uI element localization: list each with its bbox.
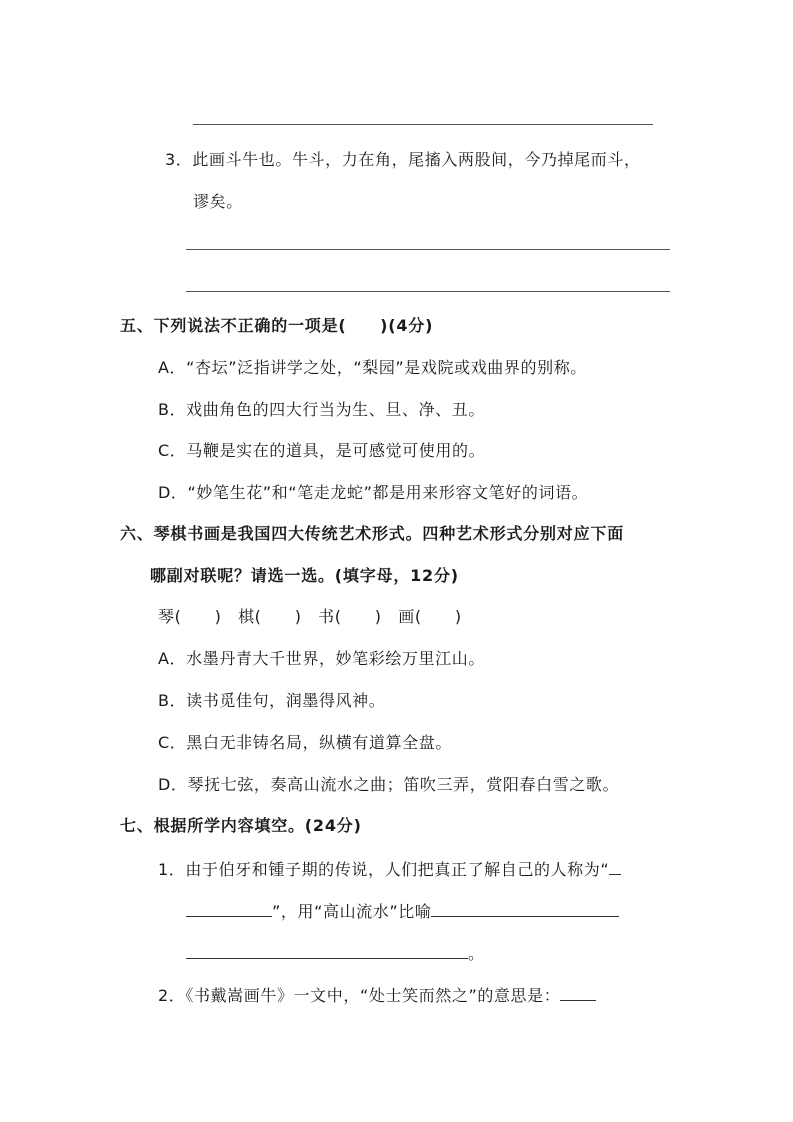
q6-option-d: D．琴抚七弦，奏高山流水之曲；笛吹三弄，赏阳春白雪之歌。	[158, 775, 620, 794]
q5-title: 五、下列说法不正确的一项是( )(4分)	[120, 316, 434, 335]
q6-title-line2: 哪副对联呢？请选一选。(填字母，12分)	[150, 566, 459, 585]
q7-item1-line3	[186, 942, 485, 964]
q5-option-c: C．马鞭是实在的道具，是可感觉可使用的。	[158, 441, 486, 460]
fill-blank[interactable]	[186, 900, 272, 917]
answer-line	[186, 291, 670, 292]
q7-item2-line1	[158, 984, 596, 1006]
q7-title: 七、根据所学内容填空。(24分)	[120, 816, 362, 835]
q5-option-d: D．“妙笔生花”和“笔走龙蛇”都是用来形容文笔好的词语。	[158, 483, 589, 502]
fill-blank[interactable]	[431, 900, 619, 917]
fill-blank[interactable]	[560, 984, 596, 1001]
q7-item1-line2	[186, 900, 619, 922]
answer-line	[186, 249, 670, 250]
q5-option-b: B．戏曲角色的四大行当为生、旦、净、丑。	[158, 400, 485, 419]
fill-blank[interactable]	[186, 942, 468, 959]
q4-item3-line2: 谬矣。	[193, 192, 243, 211]
q7-item1-text: 1．由于伯牙和锺子期的传说，人们把真正了解自己的人称为“	[158, 860, 610, 879]
q6-option-b: B．读书觅佳句，润墨得风神。	[158, 691, 386, 710]
q6-title-line1: 六、琴棋书画是我国四大传统艺术形式。四种艺术形式分别对应下面	[120, 524, 625, 543]
q4-item3-line1: 3．此画斗牛也。牛斗，力在角，尾搐入两股间，今乃掉尾而斗，	[165, 150, 641, 169]
q6-option-a: A．水墨丹青大千世界，妙笔彩绘万里江山。	[158, 649, 485, 668]
q6-option-c: C．黑白无非铸名局，纵横有道算全盘。	[158, 733, 452, 752]
q7-item2-text: 2．《书戴嵩画牛》一文中，“处士笑而然之”的意思是：	[158, 986, 561, 1005]
fill-blank[interactable]	[609, 858, 621, 875]
q7-item1-line1	[158, 858, 621, 880]
answer-line	[193, 124, 653, 125]
q7-item1-end-text: 。	[468, 944, 485, 963]
q5-option-a: A．“杏坛”泛指讲学之处，“梨园”是戏院或戏曲界的别称。	[158, 358, 587, 377]
q7-item1-mid-text: ”，用“高山流水”比喻	[272, 902, 432, 921]
q6-fill-line: 琴( ) 棋( ) 书( ) 画( )	[158, 607, 462, 626]
